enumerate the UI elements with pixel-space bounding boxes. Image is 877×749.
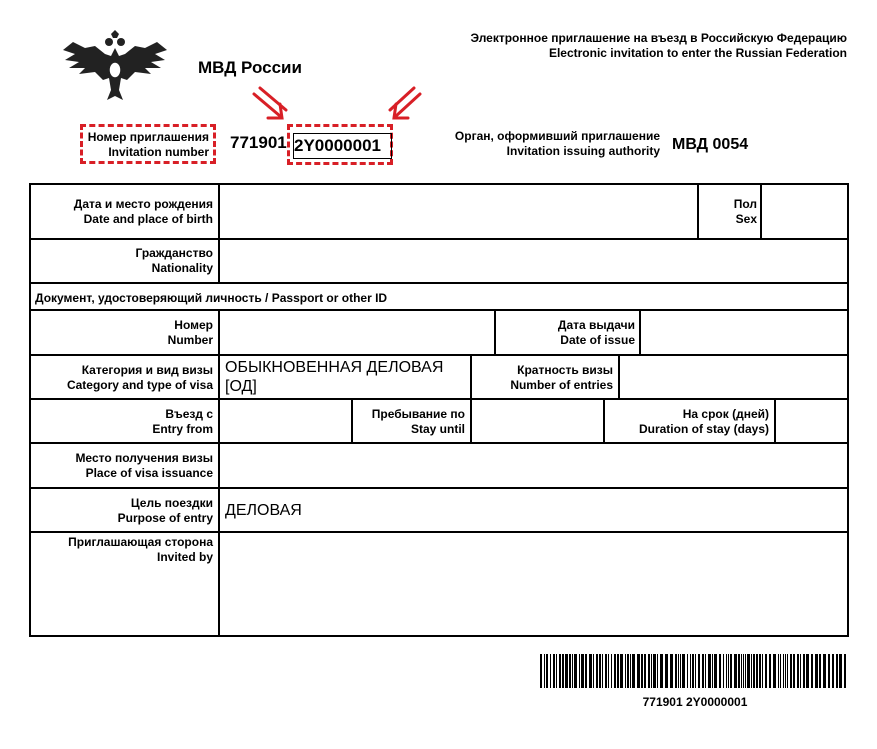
invitation-number-label [80,124,216,164]
issue-date-label-en: Date of issue [560,333,635,347]
stay-until-label-ru: Пребывание по [371,407,465,421]
barcode-bar [839,654,842,688]
stay-until-label [353,407,465,437]
barcode-bar [785,654,786,688]
invitation-number-label-en: Invitation number [108,145,209,159]
barcode-bar [579,654,580,688]
barcode-bar [723,654,724,688]
barcode-bar [832,654,834,688]
barcode-bar [811,654,813,688]
barcode-bar [617,654,619,688]
barcode-bar [678,654,679,688]
barcode-bar [572,654,573,688]
barcode-bar [614,654,616,688]
barcode-bar [773,654,776,688]
issuing-authority-label-en: Invitation issuing authority [506,144,660,158]
visa-category-value [225,358,443,396]
barcode-bar [550,654,551,688]
visa-category-label-ru: Категория и вид визы [81,363,213,377]
birth-label-ru: Дата и место рождения [73,197,213,211]
barcode-bar [585,654,587,688]
barcode-bar [730,654,732,688]
barcode-bar [593,654,594,688]
sex-label-en: Sex [735,212,757,226]
invited-by-label-en: Invited by [156,550,213,564]
barcode-bar [670,654,673,688]
barcode-bar [726,654,727,688]
barcode-text: 771901 2Y0000001 [642,695,748,709]
document-title [470,31,847,61]
barcode-bar [630,654,631,688]
barcode-bar [611,654,612,688]
barcode-bar [653,654,656,688]
sex-label [699,197,757,227]
entries-label-en: Number of entries [510,378,613,392]
birth-label-en: Date and place of birth [83,212,213,226]
document-title-en: Electronic invitation to enter the Russian Federation [548,46,847,60]
barcode-bar [569,654,571,688]
invited-by-label [31,535,213,565]
barcode-bar [553,654,555,688]
entry-from-label-en: Entry from [152,422,213,436]
barcode-bar [844,654,846,688]
issuing-authority-value: МВД 0054 [672,136,749,153]
barcode-bar [738,654,740,688]
stay-until-label-en: Stay until [410,422,465,436]
barcode [540,654,848,688]
barcode-bar [627,654,629,688]
barcode-bar [702,654,704,688]
barcode-bar [632,654,635,688]
visa-category-value-line1: ОБЫКНОВЕННАЯ ДЕЛОВАЯ [225,359,444,376]
barcode-bar [657,654,658,688]
barcode-bar [815,654,818,688]
invitation-number-highlight [287,124,393,165]
barcode-bar [695,654,696,688]
barcode-bar [734,654,737,688]
barcode-bar [705,654,706,688]
duration-label-ru: На срок (дней) [682,407,769,421]
barcode-bar [793,654,795,688]
passport-number-label-en: Number [167,333,213,347]
barcode-bar [753,654,755,688]
barcode-bar [828,654,830,688]
barcode-bar [559,654,561,688]
invitation-number-suffix: 2Y0000001 [294,136,381,155]
barcode-bar [675,654,677,688]
barcode-bar [759,654,761,688]
barcode-bar [741,654,742,688]
purpose-label-en: Purpose of entry [117,511,213,525]
barcode-bar [625,654,626,688]
barcode-bar [714,654,717,688]
barcode-bar [620,654,623,688]
barcode-bar [546,654,548,688]
barcode-bar [648,654,650,688]
visa-category-label-en: Category and type of visa [66,378,213,392]
barcode-bar [836,654,838,688]
barcode-bar [765,654,767,688]
barcode-bar [641,654,643,688]
barcode-bar [806,654,809,688]
barcode-bar [589,654,592,688]
barcode-bar [562,654,564,688]
entries-label [473,363,613,393]
issuing-authority-label-ru: Орган, оформивший приглашение [454,129,660,143]
barcode-bar [787,654,788,688]
passport-number-label-ru: Номер [174,318,213,332]
document-title-ru: Электронное приглашение на въезд в Российскую Федерацию [470,31,847,45]
barcode-bar [797,654,799,688]
barcode-bar [823,654,826,688]
barcode-bar [698,654,700,688]
sex-label-ru: Пол [733,197,757,211]
barcode-bar [728,654,729,688]
barcode-bar [540,654,542,688]
entry-from-label-ru: Въезд с [165,407,213,421]
barcode-bar [644,654,646,688]
nationality-label-ru: Гражданство [135,246,213,260]
entries-label-ru: Кратность визы [517,363,613,377]
entry-from-label [31,407,213,437]
barcode-bar [803,654,805,688]
visa-category-value-line2: [ОД] [225,378,257,395]
barcode-bar [778,654,779,688]
barcode-bar [608,654,609,688]
document-section-title: Документ, удостоверяющий личность / Passport or other ID [35,291,388,305]
invited-by-label-ru: Приглашающая сторона [68,535,213,549]
eagle-emblem-icon [55,28,175,108]
barcode-bar [651,654,652,688]
purpose-value: ДЕЛОВАЯ [225,502,302,519]
invitation-number-label-ru: Номер приглашения [87,130,209,144]
barcode-bar [751,654,752,688]
nationality-label-en: Nationality [151,261,213,275]
birth-label [31,197,213,227]
barcode-bar [581,654,584,688]
barcode-bar [783,654,784,688]
invitation-number-prefix: 771901 [230,133,287,152]
barcode-bar [762,654,763,688]
red-arrows-icon [240,80,440,130]
barcode-bar [719,654,721,688]
barcode-bar [599,654,601,688]
barcode-bar [596,654,598,688]
barcode-bar [544,654,545,688]
purpose-label [31,496,213,526]
visa-category-label [31,363,213,393]
barcode-bar [565,654,568,688]
issue-date-label-ru: Дата выдачи [557,318,635,332]
passport-number-label [31,318,213,348]
barcode-bar [800,654,801,688]
duration-label-en: Duration of stay (days) [638,422,769,436]
barcode-bar [745,654,746,688]
purpose-label-ru: Цель поездки [130,496,213,510]
barcode-bar [605,654,607,688]
visa-issuance-label-en: Place of visa issuance [85,466,213,480]
barcode-bar [708,654,711,688]
visa-issuance-label-ru: Место получения визы [75,451,213,465]
barcode-bar [637,654,640,688]
barcode-bar [819,654,821,688]
barcode-bar [680,654,681,688]
barcode-bar [743,654,744,688]
nationality-label [31,246,213,276]
visa-issuance-label [31,451,213,481]
barcode-bar [660,654,663,688]
invitation-form [29,183,849,637]
barcode-bar [574,654,577,688]
issuing-authority-label [440,129,660,159]
barcode-bar [687,654,688,688]
barcode-bar [747,654,750,688]
barcode-bar [682,654,685,688]
barcode-bar [756,654,758,688]
barcode-bar [665,654,668,688]
ministry-name: МВД России [198,58,302,77]
duration-label [605,407,769,437]
barcode-bar [602,654,603,688]
barcode-bar [556,654,557,688]
barcode-bar [790,654,792,688]
barcode-bar [690,654,691,688]
barcode-bar [712,654,713,688]
barcode-bar [769,654,771,688]
barcode-bar [692,654,694,688]
issue-date-label [497,318,635,348]
barcode-bar [780,654,781,688]
